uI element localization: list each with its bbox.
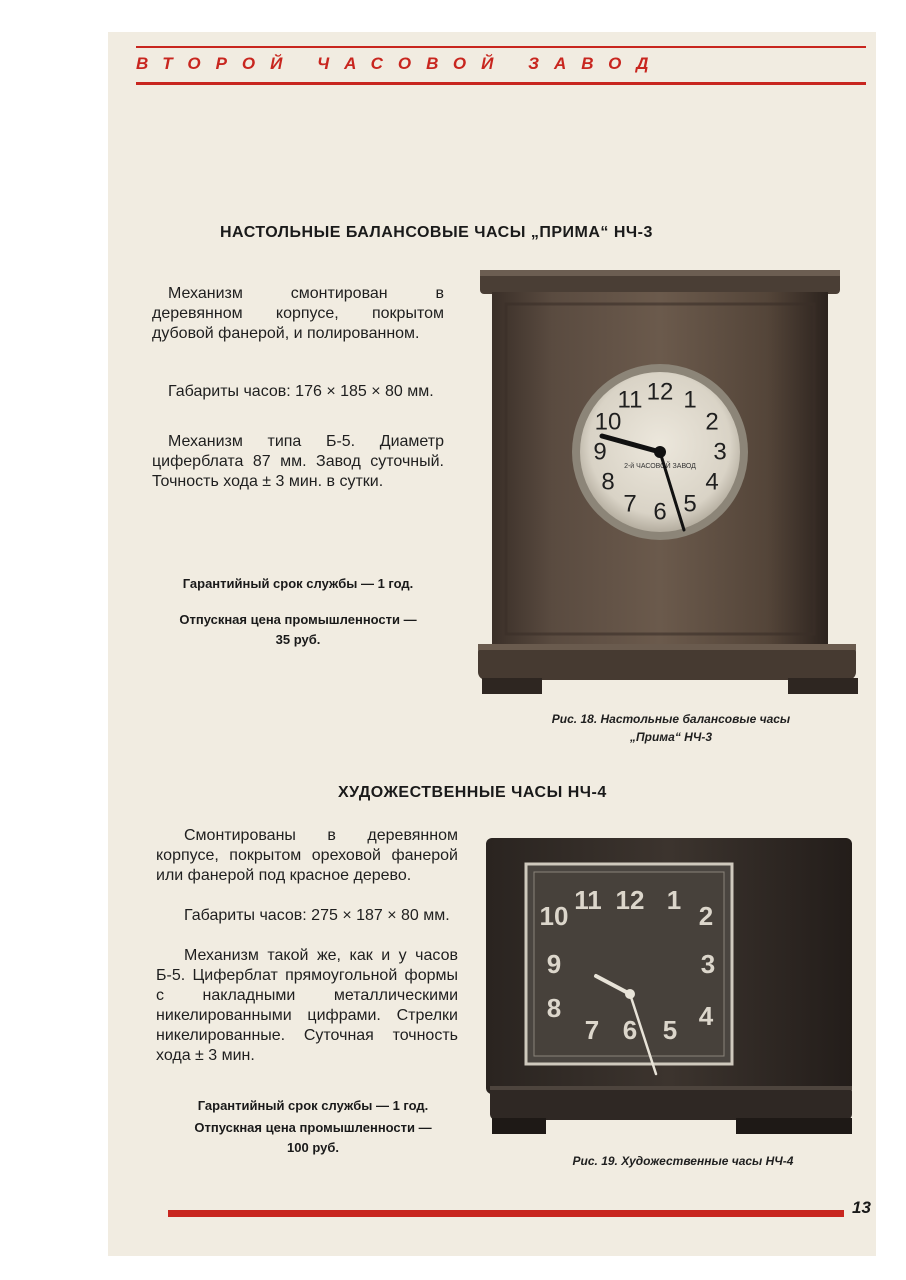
- dial-numeral-3: 3: [700, 949, 716, 979]
- dial-numeral-8: 8: [546, 993, 562, 1023]
- section1-heading: НАСТОЛЬНЫЕ БАЛАНСОВЫЕ ЧАСЫ „ПРИМА“ НЧ-3: [220, 224, 653, 241]
- dial-numeral-11: 11: [617, 386, 643, 414]
- dial-numeral-12: 12: [646, 378, 674, 406]
- page-number: 13: [852, 1198, 871, 1217]
- dial-numeral-12: 12: [615, 885, 645, 915]
- dial-numeral-7: 7: [584, 1015, 600, 1045]
- section1-paragraph-1: Механизм смонтирован в деревянном корпусе, покрытом дубовой фанерой, и полированном.: [152, 285, 444, 342]
- section2-price-value: 100 руб.: [287, 1140, 339, 1155]
- clock-base: [490, 1086, 852, 1120]
- section2-price-label: Отпускная цена промышленности —: [194, 1120, 432, 1135]
- section2-heading: ХУДОЖЕСТВЕННЫЕ ЧАСЫ НЧ-4: [338, 784, 607, 801]
- dial-numeral-9: 9: [593, 438, 607, 466]
- section1-paragraph-3: Механизм типа Б-5. Диаметр циферблата 87 мм. Завод суточный. Точность хода ± 3 мин. в сутки.: [152, 433, 444, 490]
- section1-paragraph-2: Габариты часов: 176 × 185 × 80 мм.: [168, 383, 434, 400]
- dial-numeral-7: 7: [623, 490, 637, 518]
- section2-guarantee: Гарантийный срок службы — 1 год.: [197, 1098, 429, 1113]
- section2-paragraph-1: Смонтированы в деревянном корпусе, покрытом ореховой фанерой или фанерой под красное дерево.: [156, 827, 458, 884]
- header-rule-top: [136, 46, 866, 48]
- dial-numeral-1: 1: [683, 386, 697, 414]
- section1-price-label: Отпускная цена промышленности —: [179, 612, 417, 627]
- footer-rule: [168, 1210, 844, 1217]
- dial-numeral-4: 4: [698, 1001, 714, 1031]
- dial-numeral-5: 5: [683, 490, 697, 518]
- dial-numeral-2: 2: [698, 901, 714, 931]
- dial-numeral-10: 10: [539, 901, 569, 931]
- dial-label: 2-й ЧАСОВОЙ ЗАВОД: [624, 463, 696, 470]
- header-title: ВТОРОЙ ЧАСОВОЙ ЗАВОД: [136, 54, 664, 73]
- dial-numeral-11: 11: [574, 885, 602, 915]
- dial-numeral-9: 9: [546, 949, 562, 979]
- dial-numeral-6: 6: [653, 498, 667, 526]
- dial-numeral-3: 3: [713, 438, 727, 466]
- header-rule-bottom: [136, 82, 866, 85]
- dial-numeral-2: 2: [705, 408, 719, 436]
- figure18-caption-line2: „Прима“ НЧ-3: [629, 730, 712, 744]
- figure19-caption: Рис. 19. Художественные часы НЧ-4: [572, 1154, 794, 1168]
- dial-numeral-8: 8: [601, 468, 615, 496]
- section1-guarantee: Гарантийный срок службы — 1 год.: [182, 576, 414, 591]
- dial-numeral-6: 6: [622, 1015, 638, 1045]
- dial-numeral-5: 5: [662, 1015, 678, 1045]
- prima-clock-photo: [476, 264, 860, 704]
- section1-price-value: 35 руб.: [275, 632, 321, 647]
- dial-numeral-4: 4: [705, 468, 719, 496]
- art-clock-photo: [484, 836, 856, 1138]
- figure18-caption-line1: Рис. 18. Настольные балансовые часы: [551, 712, 791, 726]
- catalog-page: [108, 32, 876, 1256]
- dial-numeral-1: 1: [666, 885, 682, 915]
- section2-paragraph-2: Габариты часов: 275 × 187 × 80 мм.: [184, 907, 450, 924]
- dial-numeral-10: 10: [594, 408, 622, 436]
- section2-paragraph-3: Механизм такой же, как и у часов Б-5. Циферблат прямоугольной формы с накладными металлическими никелированными цифрами. Стрелки никелированные. Суточная точность хода ± 3 мин.: [156, 947, 458, 1064]
